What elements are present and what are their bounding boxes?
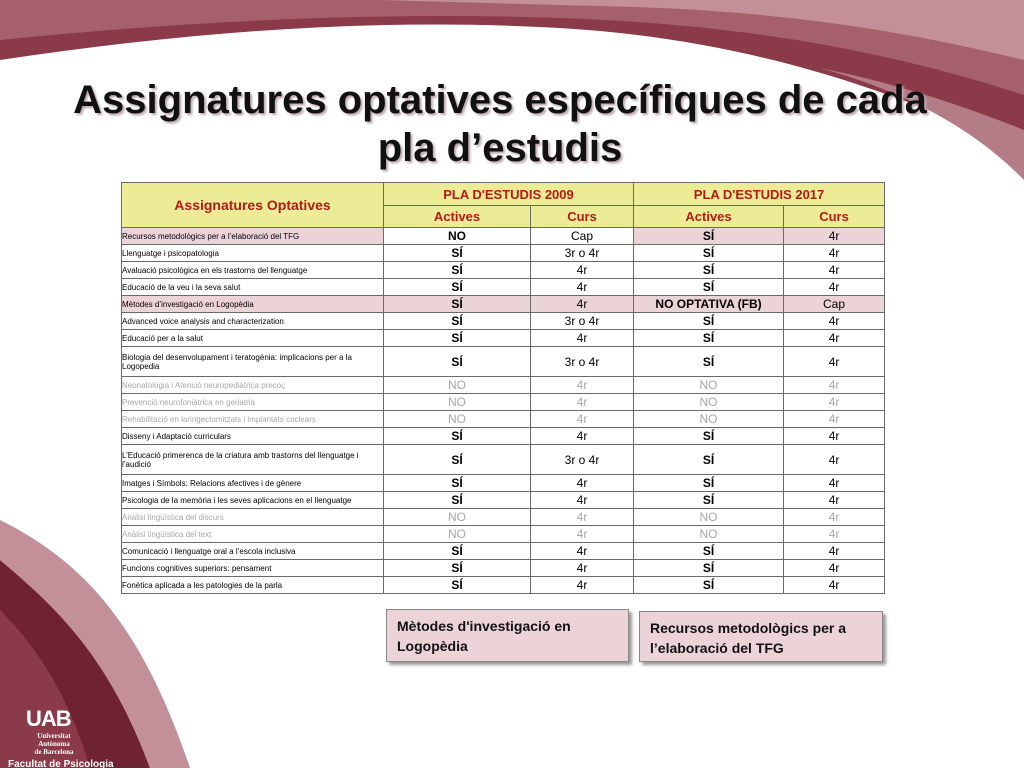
- cell-assignatura: Recursos metodològics per a l’elaboració del TFG: [122, 228, 384, 245]
- cell-assignatura: Educació per a la salut: [122, 330, 384, 347]
- table-row: [122, 509, 885, 526]
- cell-actives-2009: SÍ: [384, 560, 531, 577]
- header-curs-2009: Curs: [531, 206, 634, 228]
- cell-actives-2009: SÍ: [384, 543, 531, 560]
- uab-logo: [8, 706, 118, 770]
- cell-actives-2017: SÍ: [634, 279, 784, 296]
- cell-curs-2009: 4r: [531, 560, 634, 577]
- cell-actives-2009: NO: [384, 377, 531, 394]
- cell-assignatura: Advanced voice analysis and characterization: [122, 313, 384, 330]
- table-row: [122, 377, 885, 394]
- slide-title: [0, 76, 1000, 172]
- cell-curs-2009: 4r: [531, 526, 634, 543]
- cell-actives-2017: SÍ: [634, 262, 784, 279]
- table-row: [122, 475, 885, 492]
- cell-curs-2009: 4r: [531, 296, 634, 313]
- table-row: [122, 560, 885, 577]
- cell-actives-2017: SÍ: [634, 543, 784, 560]
- cell-curs-2009: 3r o 4r: [531, 445, 634, 475]
- cell-actives-2017: NO OPTATIVA (FB): [634, 296, 784, 313]
- cell-assignatura: Prevenció neurofoniàtrica en geriatria: [122, 394, 384, 411]
- cell-curs-2009: 3r o 4r: [531, 347, 634, 377]
- header-actives-2017: Actives: [634, 206, 784, 228]
- header-actives-2009: Actives: [384, 206, 531, 228]
- cell-actives-2009: NO: [384, 509, 531, 526]
- cell-assignatura: L’Educació primerenca de la criatura amb trastorns del llenguatge i l’audició: [122, 445, 384, 475]
- cell-assignatura: Disseny i Adaptació curriculars: [122, 428, 384, 445]
- cell-curs-2009: 4r: [531, 577, 634, 594]
- table-row: [122, 411, 885, 428]
- cell-actives-2017: SÍ: [634, 428, 784, 445]
- table-row: [122, 526, 885, 543]
- cell-actives-2017: SÍ: [634, 313, 784, 330]
- cell-actives-2009: SÍ: [384, 279, 531, 296]
- cell-curs-2017: Cap: [784, 296, 885, 313]
- cell-actives-2017: SÍ: [634, 475, 784, 492]
- cell-curs-2017: 4r: [784, 228, 885, 245]
- cell-curs-2017: 4r: [784, 577, 885, 594]
- cell-actives-2017: SÍ: [634, 577, 784, 594]
- cell-assignatura: Rehabilitació en laringectomitzats i implantats coclears: [122, 411, 384, 428]
- university-name-line-2: de Barcelona: [34, 748, 74, 756]
- cell-curs-2009: Cap: [531, 228, 634, 245]
- table-row: [122, 279, 885, 296]
- cell-assignatura: Llenguatge i psicopatologia: [122, 245, 384, 262]
- header-assignatures: Assignatures Optatives: [122, 183, 384, 228]
- table-row: [122, 492, 885, 509]
- cell-assignatura: Mètodes d’investigació en Logopèdia: [122, 296, 384, 313]
- cell-curs-2009: 4r: [531, 377, 634, 394]
- cell-curs-2009: 4r: [531, 262, 634, 279]
- table-row: [122, 330, 885, 347]
- cell-actives-2009: SÍ: [384, 330, 531, 347]
- cell-actives-2009: SÍ: [384, 347, 531, 377]
- cell-curs-2017: 4r: [784, 330, 885, 347]
- cell-assignatura: Funcions cognitives superiors: pensament: [122, 560, 384, 577]
- faculty-name: Facultat de Psicologia: [8, 759, 114, 770]
- table-row: [122, 296, 885, 313]
- cell-actives-2017: SÍ: [634, 445, 784, 475]
- cell-assignatura: Anàlisi lingüística del text: [122, 526, 384, 543]
- cell-curs-2009: 3r o 4r: [531, 313, 634, 330]
- title-line-1: Assignatures optatives específiques de cada: [73, 78, 927, 122]
- cell-curs-2009: 4r: [531, 394, 634, 411]
- table-row: [122, 428, 885, 445]
- title-line-2: pla d’estudis: [377, 126, 623, 170]
- cell-curs-2009: 4r: [531, 492, 634, 509]
- cell-actives-2009: SÍ: [384, 445, 531, 475]
- cell-assignatura: Biologia del desenvolupament i teratogènia: implicacions per a la Logopedia: [122, 347, 384, 377]
- cell-curs-2017: 4r: [784, 492, 885, 509]
- cell-curs-2009: 4r: [531, 543, 634, 560]
- header-plan-2009: PLA D'ESTUDIS 2009: [384, 183, 634, 206]
- table-row: [122, 228, 885, 245]
- cell-actives-2017: NO: [634, 377, 784, 394]
- cell-assignatura: Anàlisi lingüística del discurs: [122, 509, 384, 526]
- cell-actives-2017: SÍ: [634, 347, 784, 377]
- cell-actives-2009: NO: [384, 228, 531, 245]
- callout-metodes: Mètodes d'investigació en Logopèdia: [386, 609, 629, 662]
- cell-curs-2017: 4r: [784, 543, 885, 560]
- cell-actives-2017: NO: [634, 509, 784, 526]
- cell-assignatura: Educació de la veu i la seva salut: [122, 279, 384, 296]
- cell-actives-2009: NO: [384, 411, 531, 428]
- cell-actives-2017: SÍ: [634, 228, 784, 245]
- table-row: [122, 313, 885, 330]
- cell-assignatura: Neonatologia i Atenció neuropediàtrica precoç: [122, 377, 384, 394]
- cell-curs-2009: 4r: [531, 411, 634, 428]
- cell-curs-2017: 4r: [784, 313, 885, 330]
- cell-curs-2009: 3r o 4r: [531, 245, 634, 262]
- cell-curs-2017: 4r: [784, 526, 885, 543]
- cell-curs-2009: 4r: [531, 475, 634, 492]
- cell-curs-2017: 4r: [784, 377, 885, 394]
- cell-actives-2009: SÍ: [384, 296, 531, 313]
- cell-curs-2009: 4r: [531, 428, 634, 445]
- cell-actives-2017: NO: [634, 526, 784, 543]
- cell-actives-2017: SÍ: [634, 330, 784, 347]
- cell-actives-2017: NO: [634, 394, 784, 411]
- cell-actives-2017: SÍ: [634, 492, 784, 509]
- cell-actives-2009: SÍ: [384, 245, 531, 262]
- cell-curs-2017: 4r: [784, 475, 885, 492]
- cell-curs-2017: 4r: [784, 394, 885, 411]
- table-row: [122, 543, 885, 560]
- cell-curs-2017: 4r: [784, 560, 885, 577]
- cell-curs-2017: 4r: [784, 411, 885, 428]
- cell-curs-2017: 4r: [784, 428, 885, 445]
- cell-actives-2017: NO: [634, 411, 784, 428]
- university-name-line-1: Universitat Autònoma: [37, 732, 71, 748]
- cell-curs-2017: 4r: [784, 445, 885, 475]
- cell-curs-2017: 4r: [784, 509, 885, 526]
- table-row: [122, 394, 885, 411]
- cell-assignatura: Imatges i Símbols: Relacions afectives i de gènere: [122, 475, 384, 492]
- table-row: [122, 445, 885, 475]
- cell-actives-2009: SÍ: [384, 313, 531, 330]
- cell-actives-2009: NO: [384, 394, 531, 411]
- cell-actives-2009: SÍ: [384, 492, 531, 509]
- cell-actives-2017: SÍ: [634, 245, 784, 262]
- header-plan-2017: PLA D'ESTUDIS 2017: [634, 183, 885, 206]
- table-row: [122, 245, 885, 262]
- cell-assignatura: Psicologia de la memòria i les seves aplicacions en el llenguatge: [122, 492, 384, 509]
- table-row: [122, 347, 885, 377]
- header-curs-2017: Curs: [784, 206, 885, 228]
- cell-actives-2009: SÍ: [384, 262, 531, 279]
- cell-assignatura: Fonètica aplicada a les patologies de la parla: [122, 577, 384, 594]
- cell-actives-2009: NO: [384, 526, 531, 543]
- cell-actives-2009: SÍ: [384, 577, 531, 594]
- table-row: [122, 262, 885, 279]
- cell-curs-2017: 4r: [784, 245, 885, 262]
- table-row: [122, 577, 885, 594]
- cell-assignatura: Avaluació psicològica en els trastorns del llenguatge: [122, 262, 384, 279]
- cell-curs-2009: 4r: [531, 330, 634, 347]
- cell-curs-2009: 4r: [531, 279, 634, 296]
- cell-actives-2017: SÍ: [634, 560, 784, 577]
- cell-curs-2017: 4r: [784, 279, 885, 296]
- callout-recursos: Recursos metodològics per a l’elaboració del TFG: [639, 611, 883, 662]
- cell-curs-2009: 4r: [531, 509, 634, 526]
- cell-actives-2009: SÍ: [384, 475, 531, 492]
- cell-actives-2009: SÍ: [384, 428, 531, 445]
- optatives-table: [121, 182, 885, 594]
- uab-mark: UAB: [26, 706, 71, 731]
- cell-assignatura: Comunicació i llenguatge oral a l’escola inclusiva: [122, 543, 384, 560]
- cell-curs-2017: 4r: [784, 262, 885, 279]
- cell-curs-2017: 4r: [784, 347, 885, 377]
